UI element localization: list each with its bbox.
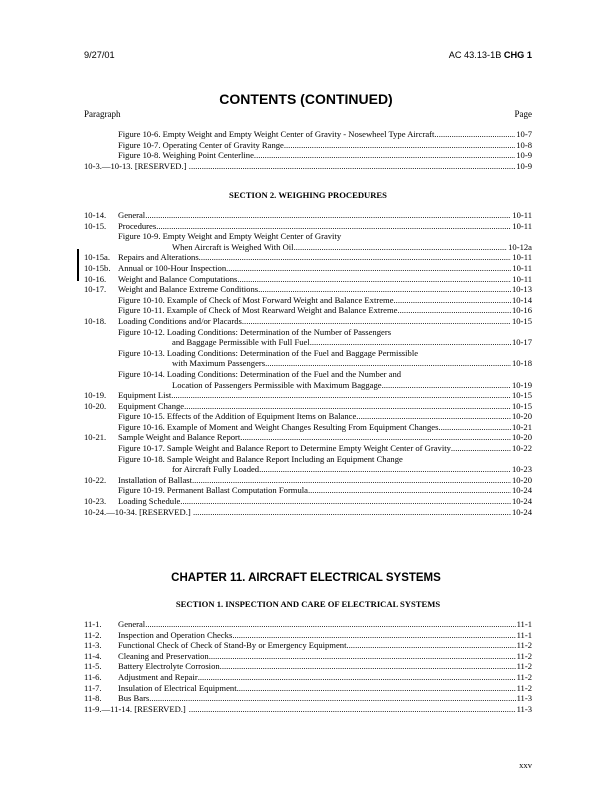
toc-entry: [84, 507, 532, 518]
toc-entry-page: 10-20: [511, 411, 532, 422]
toc-entry-number: 11-1.: [84, 619, 102, 629]
toc-entry-title: General: [118, 210, 146, 220]
toc-entry: [84, 640, 532, 651]
toc-entry-title: Inspection and Operation Checks: [118, 629, 233, 640]
toc-entry-title: Functional Check of Check of Stand-By or Emergency Equipment: [118, 640, 347, 651]
footer-page-number: xxv: [519, 760, 532, 770]
toc-entry-title: Figure 10-16. Example of Moment and Weight Changes Resulting From Equipment Changes: [118, 421, 439, 432]
toc-entry: [84, 672, 532, 683]
toc-leader-dots: [434, 129, 515, 140]
toc-entry-title: Figure 10-13. Loading Conditions: Determination of the Fuel and Baggage Permissible: [118, 347, 419, 358]
toc-leader-dots: [382, 380, 511, 391]
toc-leader-dots: [180, 496, 511, 507]
col-page: Page: [514, 109, 532, 119]
toc-entry-title: Repairs and Alterations: [118, 252, 199, 263]
toc-entry: [84, 464, 532, 475]
toc-leader-dots: [156, 221, 511, 232]
toc-leader-dots: [184, 401, 511, 412]
toc-entry-title: Battery Electrolyte Corrosion: [118, 661, 220, 672]
toc-leader-dots: [209, 651, 516, 662]
toc-entry-title: and Baggage Permissible with Full Fuel: [172, 337, 310, 348]
toc-leader-dots: [199, 252, 512, 263]
toc-entry: [84, 661, 532, 672]
toc-entry-number: 10-14.: [84, 210, 107, 220]
toc-entry-page: 10-17: [511, 337, 532, 348]
toc-entry-page: 10-7: [516, 129, 532, 139]
toc-entry-number: 10-15a.: [84, 252, 111, 263]
toc-entry: [84, 432, 532, 443]
toc-entry-title: Loading Schedule: [118, 496, 181, 507]
toc-entry-page: 10-8: [516, 139, 532, 150]
toc-entry-title: Loading Conditions and/or Placards: [118, 315, 242, 326]
toc-entry-page: 10-23: [511, 464, 532, 475]
toc-entry-page: 10-11: [512, 273, 532, 284]
toc-entry-page: 10-11: [512, 210, 532, 220]
toc-leader-dots: [346, 640, 515, 651]
toc-leader-dots: [232, 630, 515, 641]
toc-entry-page: 11-2: [516, 671, 532, 682]
toc-entry: [84, 475, 532, 486]
toc-entry-title: for Aircraft Fully Loaded: [172, 464, 260, 475]
toc-entry-number: 10-3.—10-13. [RESERVED.]: [84, 160, 187, 171]
toc-entry: [84, 129, 532, 140]
toc-entry-number: 10-22.: [84, 474, 107, 485]
toc-entry-title: Figure 10-6. Empty Weight and Empty Weight Center of Gravity - Nosewheel Type Aircraft: [118, 129, 435, 139]
toc-entry-number: 11-5.: [84, 661, 102, 672]
toc-entry: [84, 651, 532, 662]
header-doc-id: AC 43.13-1B CHG 1: [448, 50, 532, 60]
toc-entry: [84, 422, 532, 433]
toc-leader-dots: [145, 210, 511, 221]
toc-entry: [84, 704, 532, 715]
toc-entry-title: Figure 10-11. Example of Check of Most Rearward Weight and Balance Extreme: [118, 305, 398, 316]
toc-entry-page: 10-15: [511, 400, 532, 411]
toc-entry-title: Procedures: [118, 220, 157, 231]
toc-entry-page: 10-20: [511, 474, 532, 485]
page-title: CONTENTS (CONTINUED): [219, 91, 393, 107]
toc-leader-dots: [192, 475, 511, 486]
toc-entry: [84, 161, 532, 172]
toc-entry-number: 10-15.: [84, 220, 107, 231]
toc-entry-number: 10-21.: [84, 432, 107, 443]
toc-entry: [84, 683, 532, 694]
toc-leader-dots: [220, 661, 516, 672]
toc-entry-page: 10-11: [512, 262, 532, 273]
toc-entry-number: 10-17.: [84, 284, 107, 295]
toc-entry-title: Equipment Change: [118, 400, 185, 411]
toc-entry-number: 10-24.—10-34. [RESERVED.]: [84, 506, 191, 517]
toc-entry: [84, 150, 532, 161]
toc-entry: [84, 358, 532, 369]
toc-entry-title: Cleaning and Preservation: [118, 650, 209, 661]
toc-entry: [84, 443, 532, 454]
toc-entry-page: 11-1: [516, 619, 532, 629]
toc-leader-dots: [189, 704, 516, 715]
toc-entry-page: 10-21: [511, 421, 532, 432]
toc-entry-page: 11-3: [516, 693, 532, 704]
toc-entry-title: Figure 10-12. Loading Conditions: Determination of the Number of Passengers: [118, 326, 392, 337]
toc-leader-dots: [356, 411, 511, 422]
toc-entry-title: Weight and Balance Computations: [118, 273, 238, 284]
section-1-heading: SECTION 1. INSPECTION AND CARE OF ELECTRICAL SYSTEMS: [175, 599, 441, 609]
toc-entry-number: 11-9.—11-14. [RESERVED.]: [84, 703, 186, 714]
toc-leader-dots: [438, 422, 511, 433]
toc-entry-page: 11-2: [516, 661, 532, 672]
change-bar: [77, 249, 79, 281]
toc-entry-title: Figure 10-15. Effects of the Addition of Equipment Items on Balance: [118, 411, 357, 422]
toc-leader-dots: [145, 619, 515, 630]
toc-entry-page: 10-11: [512, 220, 532, 231]
toc-leader-dots: [259, 464, 511, 475]
toc-entry-page: 10-19: [511, 379, 532, 390]
toc-entry-number: 10-20.: [84, 400, 107, 411]
toc-entry-number: 11-3.: [84, 640, 102, 651]
toc-entry: [84, 369, 532, 380]
toc-entry-title: Weight and Balance Extreme Conditions: [118, 284, 259, 295]
toc-entry-page: 10-11: [512, 252, 532, 263]
toc-block-1: [84, 129, 532, 171]
toc-entry-title: Figure 10-7. Operating Center of Gravity Range: [118, 139, 284, 150]
toc-leader-dots: [198, 672, 516, 683]
toc-entry-page: 10-24: [511, 506, 532, 517]
toc-leader-dots: [394, 295, 511, 306]
toc-entry-title: Figure 10-18. Sample Weight and Balance Report Including an Equipment Change: [118, 453, 403, 464]
toc-entry-page: 10-14: [511, 294, 532, 305]
toc-entry-number: 11-4.: [84, 650, 102, 661]
toc-entry: [84, 252, 532, 263]
toc-entry-page: 11-2: [516, 682, 532, 693]
toc-entry-page: 11-2: [516, 650, 532, 661]
toc-entry-number: 11-2.: [84, 629, 102, 640]
toc-entry-page: 10-22: [511, 443, 532, 454]
toc-leader-dots: [193, 507, 511, 518]
toc-entry-title: Insulation of Electrical Equipment: [118, 682, 237, 693]
toc-entry-title: Figure 10-19. Permanent Ballast Computation Formula: [118, 485, 308, 496]
toc-leader-dots: [265, 358, 511, 369]
toc-entry-title: Annual or 100-Hour Inspection: [118, 262, 227, 273]
toc-entry-page: 10-15: [511, 390, 532, 401]
toc-entry: [84, 380, 532, 391]
toc-entry-page: 11-3: [516, 703, 532, 714]
toc-entry-page: 10-13: [511, 284, 532, 295]
toc-entry: [84, 630, 532, 641]
toc-entry: [84, 316, 532, 327]
toc-entry-number: 10-23.: [84, 496, 107, 507]
toc-entry-page: 10-9: [516, 160, 532, 171]
toc-entry-title: Equipment List: [118, 390, 172, 401]
toc-entry-title: Figure 10-14. Loading Conditions: Determination of the Fuel and the Number and: [118, 368, 402, 379]
toc-entry-title: Adjustment and Repair: [118, 671, 198, 682]
toc-leader-dots: [237, 274, 511, 285]
toc-leader-dots: [294, 242, 508, 253]
toc-block-3: [84, 619, 532, 714]
toc-leader-dots: [310, 337, 511, 348]
toc-leader-dots: [254, 150, 515, 161]
toc-leader-dots: [451, 443, 511, 454]
toc-leader-dots: [308, 485, 511, 496]
toc-entry: [84, 295, 532, 306]
toc-leader-dots: [240, 432, 511, 443]
toc-entry: [84, 619, 532, 630]
toc-entry-page: 10-9: [516, 150, 532, 161]
toc-entry-page: 10-24: [511, 485, 532, 496]
toc-entry: [84, 284, 532, 295]
toc-entry: [84, 305, 532, 316]
col-paragraph: Paragraph: [84, 109, 121, 119]
toc-leader-dots: [149, 693, 515, 704]
toc-entry-title: Figure 10-17. Sample Weight and Balance Report to Determine Empty Weight Center of Gravity: [118, 443, 451, 454]
chapter-11-heading: CHAPTER 11. AIRCRAFT ELECTRICAL SYSTEMS: [171, 572, 441, 584]
toc-entry-title: Figure 10-10. Example of Check of Most Forward Weight and Balance Extreme: [118, 294, 394, 305]
toc-block-2: [84, 210, 532, 517]
toc-entry-number: 11-8.: [84, 693, 102, 704]
toc-entry-page: 10-16: [511, 305, 532, 316]
toc-entry-title: General: [118, 619, 146, 629]
toc-leader-dots: [189, 161, 515, 172]
toc-leader-dots: [397, 305, 510, 316]
toc-entry-page: 10-20: [511, 432, 532, 443]
toc-entry-page: 10-15: [511, 315, 532, 326]
toc-entry-number: 11-7.: [84, 682, 102, 693]
toc-entry: [84, 337, 532, 348]
toc-entry: [84, 242, 532, 253]
toc-entry-title: When Aircraft is Weighed With Oil: [172, 241, 294, 252]
toc-entry-title: Sample Weight and Balance Report: [118, 432, 241, 443]
toc-entry-page: 11-2: [516, 640, 532, 651]
toc-entry: [84, 411, 532, 422]
toc-leader-dots: [171, 390, 511, 401]
toc-entry-number: 10-16.: [84, 273, 107, 284]
section-2-heading: SECTION 2. WEIGHING PROCEDURES: [229, 190, 387, 200]
toc-entry: [84, 485, 532, 496]
toc-leader-dots: [226, 263, 511, 274]
toc-entry-page: 11-1: [516, 629, 532, 640]
toc-entry: [84, 327, 532, 338]
toc-leader-dots: [242, 316, 511, 327]
toc-entry: [84, 348, 532, 359]
header-date: 9/27/01: [84, 50, 115, 60]
toc-entry-title: Bus Bars: [118, 693, 150, 704]
toc-entry-title: Location of Passengers Permissible with Maximum Baggage: [172, 379, 382, 390]
toc-entry-number: 10-18.: [84, 315, 107, 326]
toc-leader-dots: [237, 683, 516, 694]
toc-entry-page: 10-18: [511, 358, 532, 369]
toc-entry: [84, 231, 532, 242]
toc-entry: [84, 140, 532, 151]
toc-leader-dots: [284, 140, 515, 151]
toc-entry-title: with Maximum Passengers: [172, 358, 266, 369]
toc-entry: [84, 274, 532, 285]
toc-leader-dots: [258, 284, 511, 295]
toc-entry: [84, 263, 532, 274]
toc-entry-number: 10-19.: [84, 390, 107, 401]
toc-entry-number: 10-15b.: [84, 262, 111, 273]
toc-entry-title: Installation of Ballast: [118, 474, 192, 485]
toc-entry: [84, 454, 532, 465]
toc-entry-page: 10-12a: [508, 241, 532, 252]
toc-entry: [84, 496, 532, 507]
toc-entry-title: Figure 10-8. Weighing Point Centerline: [118, 150, 254, 161]
toc-entry: [84, 401, 532, 412]
toc-entry-title: Figure 10-9. Empty Weight and Empty Weight Center of Gravity: [118, 231, 342, 242]
toc-entry-page: 10-24: [511, 496, 532, 507]
toc-entry: [84, 221, 532, 232]
toc-entry-number: 11-6.: [84, 671, 102, 682]
toc-entry: [84, 693, 532, 704]
toc-entry: [84, 210, 532, 221]
toc-entry: [84, 390, 532, 401]
